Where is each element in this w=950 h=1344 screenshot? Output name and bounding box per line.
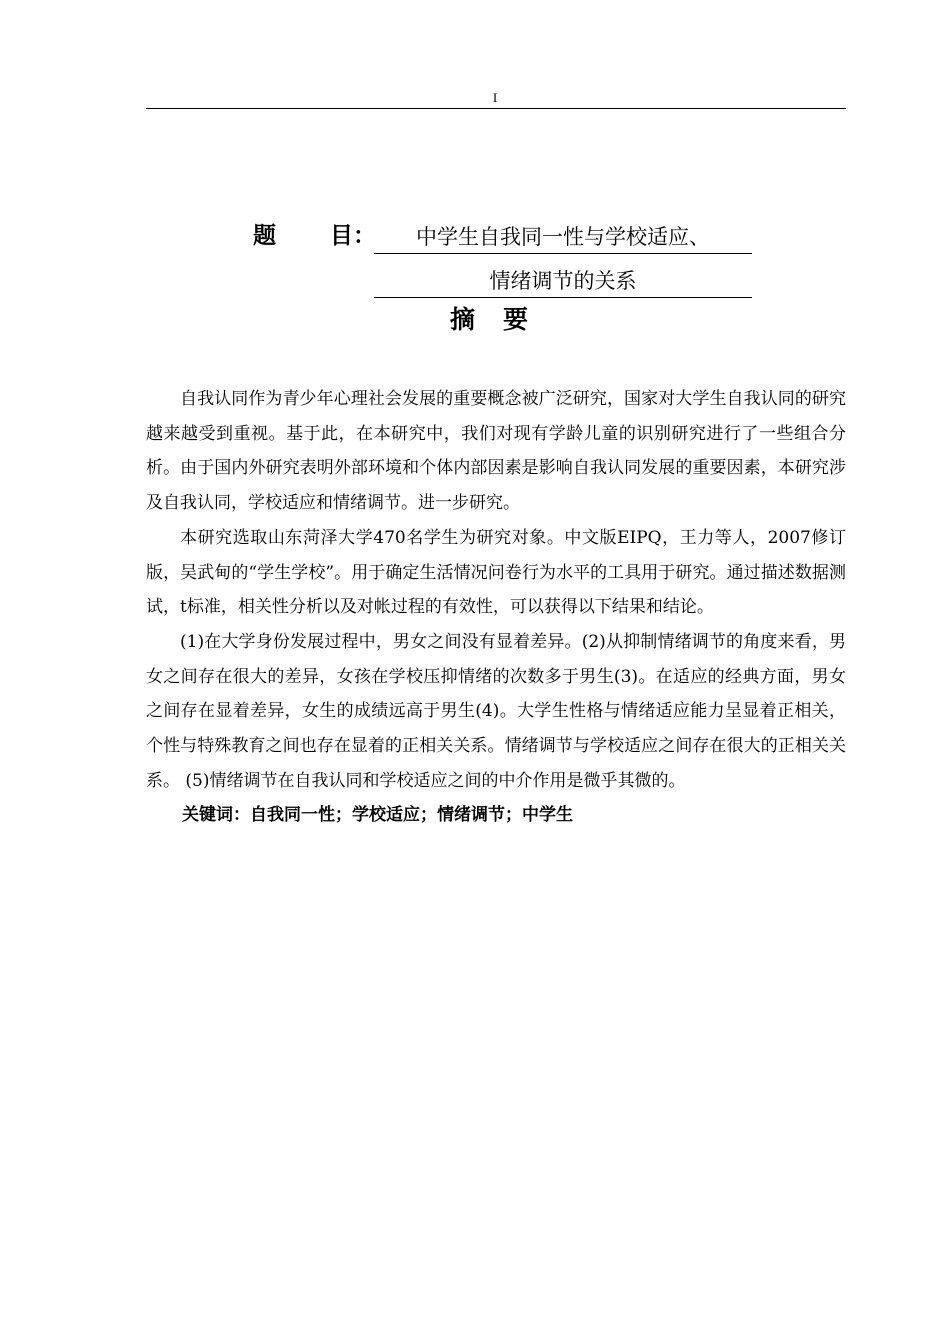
abstract-paragraph-2: 本研究选取山东菏泽大学470名学生为研究对象。中文版EIPQ，王力等人，2007修订版，吴武甸的“学生学校”。用于确定生活情况问卷行为水平的工具用于研究。通过描述数据测试，t标准，相关性分析以及对帐过程的有效性，可以获得以下结果和结论。 bbox=[146, 527, 846, 618]
abstract-paragraph-1: 自我认同作为青少年心理社会发展的重要概念被广泛研究，国家对大学生自我认同的研究越来越受到重视。基于此，在本研究中，我们对现有学龄儿童的识别研究进行了一些组合分析。由于国内外研究表明外部环境和个体内部因素是影响自我认同发展的重要因素，本研究涉及自我认同，学校适应和情绪调节。进一步研究。 bbox=[146, 389, 846, 514]
title-line-2: 情绪调节的关系 bbox=[374, 265, 752, 298]
abstract-body bbox=[146, 382, 846, 832]
keywords: 关键词：自我同一性；学校适应；情绪调节；中学生 bbox=[182, 805, 573, 826]
title-label-char2: 目： bbox=[330, 223, 376, 249]
header-rule bbox=[146, 108, 846, 109]
abstract-heading: 摘要 bbox=[450, 305, 557, 334]
title-label-char1: 题 bbox=[253, 223, 276, 249]
title-line-1: 中学生自我同一性与学校适应、 bbox=[374, 221, 752, 254]
page-number: I bbox=[492, 90, 498, 105]
abstract-paragraph-3: (1)在大学身份发展过程中，男女之间没有显着差异。(2)从抑制情绪调节的角度来看，男女之间存在很大的差异，女孩在学校压抑情绪的次数多于男生(3)。在适应的经典方面，男女之间存在显着差异，女生的成绩远高于男生(4)。大学生性格与情绪适应能力呈显着正相关，个性与特殊教育之间也存在显着的正相关关系。情绪调节与学校适应之间存在很大的正相关关系。 (5)情绪调节在自我认同和学校适应之间的中介作用是微乎其微的。 bbox=[146, 631, 846, 791]
